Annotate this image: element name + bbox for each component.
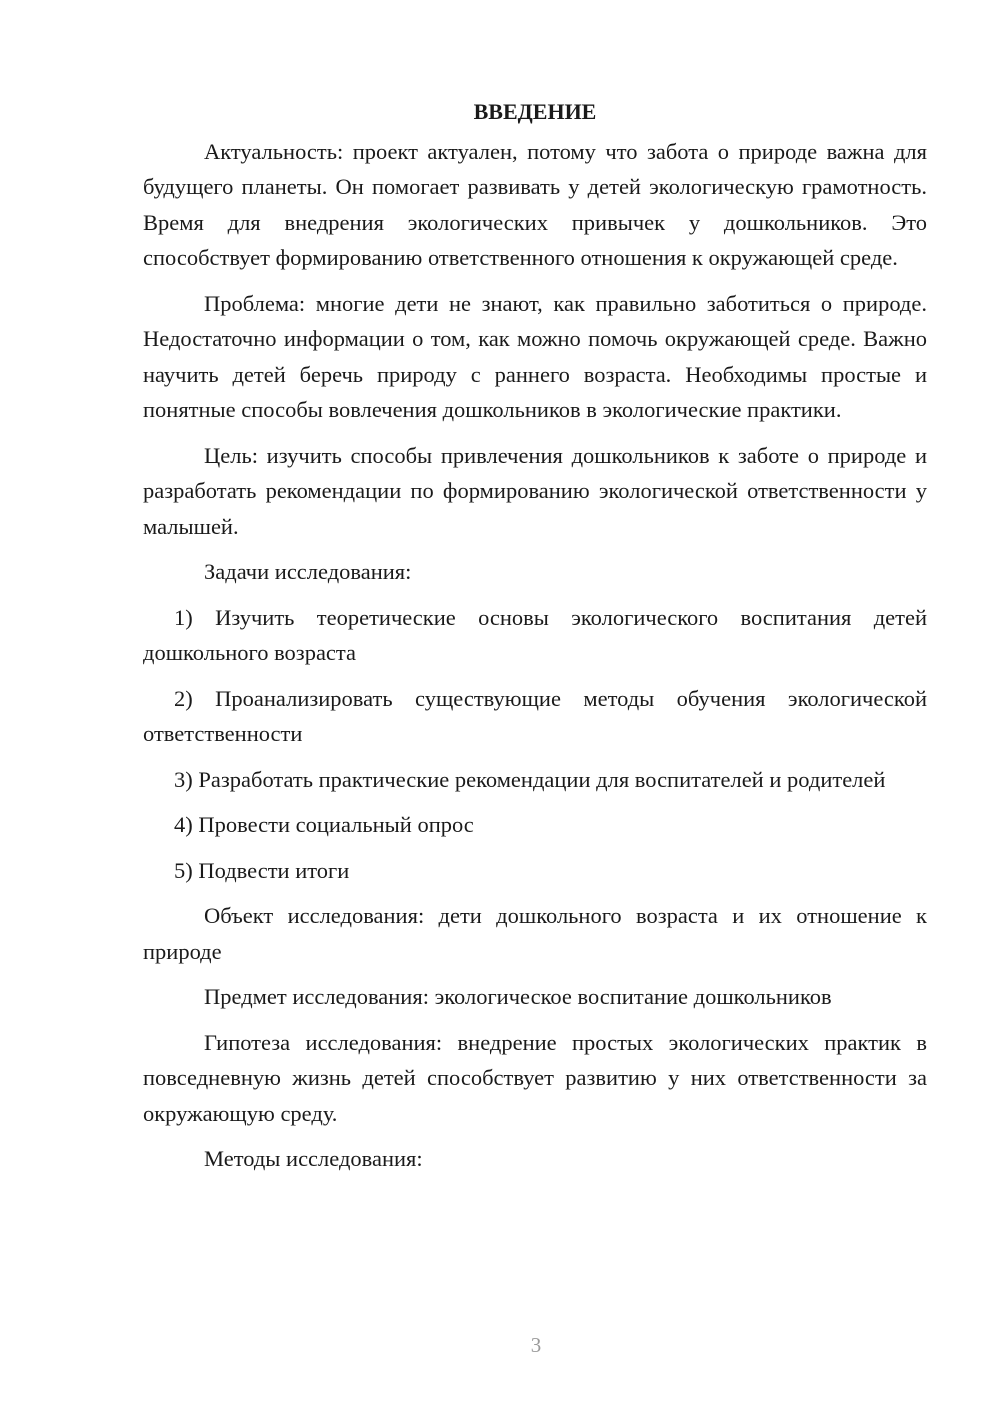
task-item-5: 5) Подвести итоги [174, 857, 350, 883]
paragraph-goal: Цель: изучить способы привлечения дошкольников к заботе о природе и разработать рекомендации по формированию экологической ответственности у малышей. [143, 442, 927, 539]
paragraph-relevance: Актуальность: проект актуален, потому что забота о природе важна для будущего планеты. Он помогает развивать у детей экологическую грамотность. Время для внедрения экологических привычек у дошкольников. Это способствует формированию ответственного отношения к окружающей среде. [143, 138, 927, 270]
page-content [143, 94, 927, 1187]
task-item-4: 4) Провести социальный опрос [174, 812, 474, 837]
paragraph-problem: Проблема: многие дети не знают, как правильно заботиться о природе. Недостаточно информации о том, как можно помочь окружающей среде. Важно научить детей беречь природу с раннего возраста. Необходимы простые и понятные способы вовлечения дошкольников в экологические практики. [143, 290, 927, 422]
tasks-title: Задачи исследования: [204, 559, 412, 584]
task-item-2: 2) Проанализировать существующие методы обучения экологической ответственности [143, 685, 927, 746]
task-item-3: 3) Разработать практические рекомендации для воспитателей и родителей [174, 766, 886, 792]
paragraph-object: Объект исследования: дети дошкольного возраста и их отношение к природе [143, 903, 927, 964]
paragraph-subject: Предмет исследования: экологическое воспитание дошкольников [204, 984, 832, 1009]
paragraph-hypothesis: Гипотеза исследования: внедрение простых экологических практик в повседневную жизнь детей способствует развитию у них ответственности за окружающую среду. [143, 1029, 927, 1126]
task-item-1: 1) Изучить теоретические основы экологического воспитания детей дошкольного возраста [143, 604, 927, 665]
section-heading: ВВЕДЕНИЕ [473, 99, 597, 124]
methods-title: Методы исследования: [204, 1146, 423, 1171]
page-number: 3 [530, 1333, 542, 1357]
